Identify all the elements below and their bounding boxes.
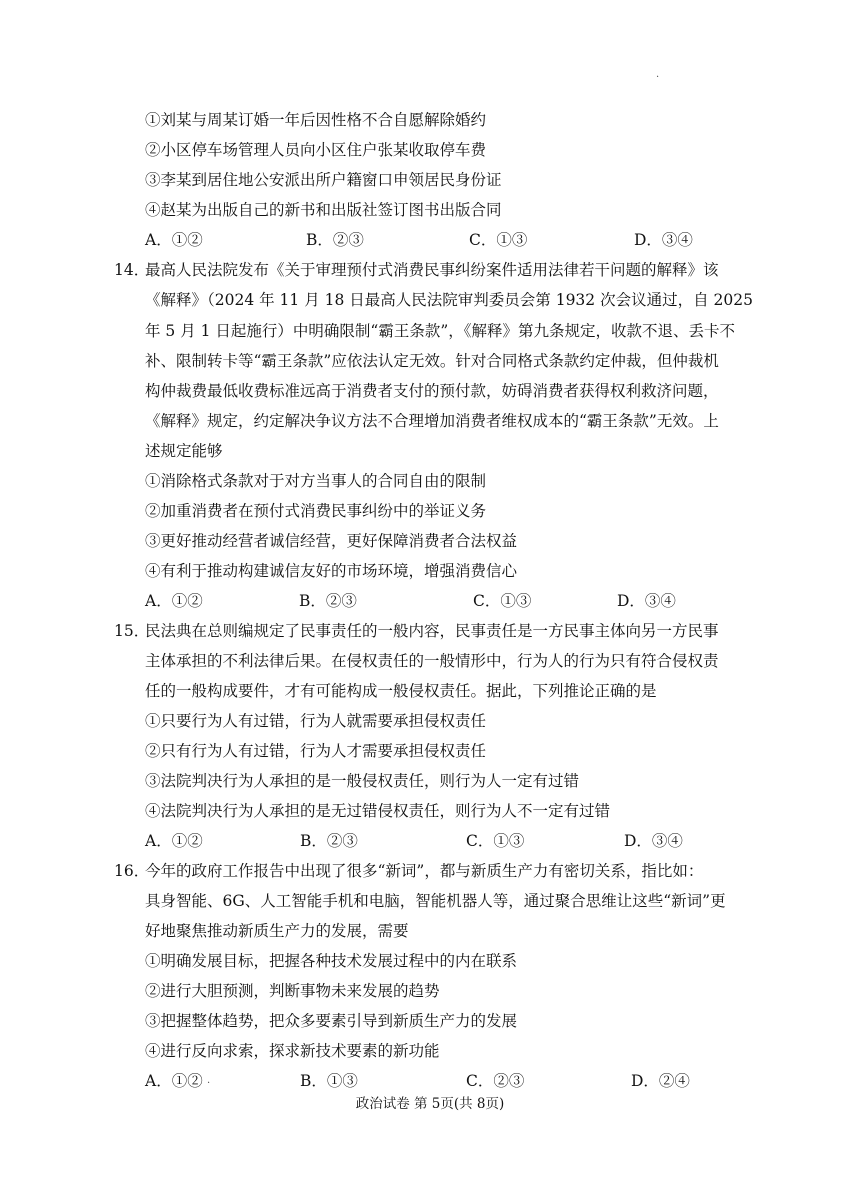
q14-statement-1: ①消除格式条款对于对方当事人的合同自由的限制 bbox=[145, 472, 487, 490]
q14-stem-line-3: 年 5 月 1 日起施行）中明确限制“霸王条款”，《解释》第九条规定，收款不退、丢卡不 bbox=[145, 322, 736, 340]
q16-stem-line-2: 具身智能、6G、人工智能手机和电脑，智能机器人等，通过聚合思维让这些“新词”更 bbox=[145, 892, 726, 910]
q14-option-a: A．①② bbox=[145, 592, 203, 610]
q14-statement-4: ④有利于推动构建诚信友好的市场环境，增强消费信心 bbox=[145, 562, 518, 580]
q13-statement-1: ①刘某与周某订婚一年后因性格不合自愿解除婚约 bbox=[145, 111, 487, 129]
q14-option-b: B．②③ bbox=[299, 592, 357, 610]
q15-option-d: D．③④ bbox=[624, 832, 683, 850]
q15-statement-4: ④法院判决行为人承担的是无过错侵权责任，则行为人不一定有过错 bbox=[145, 802, 611, 820]
q13-option-b: B．②③ bbox=[306, 231, 364, 249]
q13-option-c: C．①③ bbox=[469, 231, 528, 249]
q14-stem-line-1: 最高人民法院发布《关于审理预付式消费民事纠纷案件适用法律若干问题的解释》该 bbox=[145, 261, 719, 279]
page-footer: 政治试卷 第 5页(共 8页) bbox=[355, 1096, 505, 1112]
q13-statement-4: ④赵某为出版自己的新书和出版社签订图书出版合同 bbox=[145, 201, 502, 219]
q14-statement-2: ②加重消费者在预付式消费民事纠纷中的举证义务 bbox=[145, 502, 487, 520]
q16-option-b: B．①③ bbox=[300, 1072, 358, 1090]
q15-option-b: B．②③ bbox=[300, 832, 358, 850]
q16-statement-3: ③把握整体趋势，把众多要素引导到新质生产力的发展 bbox=[145, 1012, 518, 1030]
q14-option-c: C．①③ bbox=[473, 592, 532, 610]
q15-option-a: A．①② bbox=[145, 832, 203, 850]
q15-number: 15． bbox=[114, 622, 150, 640]
q16-stem-line-1: 今年的政府工作报告中出现了很多“新词”，都与新质生产力有密切关系，指比如： bbox=[145, 862, 704, 880]
q13-option-a: A．①② bbox=[145, 231, 203, 249]
q13-statement-3: ③李某到居住地公安派出所户籍窗口申领居民身份证 bbox=[145, 171, 502, 189]
q16-option-c: C．②③ bbox=[466, 1072, 525, 1090]
q13-option-d: D．③④ bbox=[634, 231, 693, 249]
q15-statement-2: ②只有行为人有过错，行为人才需要承担侵权责任 bbox=[145, 742, 487, 760]
q16-option-d: D．②④ bbox=[631, 1072, 690, 1090]
q16-statement-4: ④进行反向求索，探求新技术要素的新功能 bbox=[145, 1042, 440, 1060]
q13-statement-2: ②小区停车场管理人员向小区住户张某收取停车费 bbox=[145, 141, 487, 159]
q16-stem-line-3: 好地聚焦推动新质生产力的发展，需要 bbox=[145, 922, 409, 940]
q15-statement-3: ③法院判决行为人承担的是一般侵权责任，则行为人一定有过错 bbox=[145, 772, 580, 790]
q15-stem-line-2: 主体承担的不利法律后果。在侵权责任的一般情形中，行为人的行为只有符合侵权责 bbox=[145, 652, 719, 670]
q14-statement-3: ③更好推动经营者诚信经营，更好保障消费者合法权益 bbox=[145, 532, 518, 550]
q14-stem-line-2: 《解释》（2024 年 11 月 18 日最高人民法院审判委员会第 1932 次会议通过，自 2025 bbox=[145, 291, 753, 309]
q14-number: 14． bbox=[114, 261, 150, 279]
scan-dot: · bbox=[207, 1078, 211, 1089]
q15-option-c: C．①③ bbox=[466, 832, 525, 850]
q15-stem-line-1: 民法典在总则编规定了民事责任的一般内容，民事责任是一方民事主体向另一方民事 bbox=[145, 622, 719, 640]
q14-stem-line-4: 补、限制转卡等“霸王条款”应依法认定无效。针对合同格式条款约定仲裁，但仲裁机 bbox=[145, 352, 719, 370]
q16-option-a: A．①② bbox=[145, 1072, 203, 1090]
q15-statement-1: ①只要行为人有过错，行为人就需要承担侵权责任 bbox=[145, 712, 487, 730]
scan-dot: · bbox=[656, 72, 660, 83]
q14-stem-line-5: 构仲裁费最低收费标准远高于消费者支付的预付款，妨碍消费者获得权利救济问题， bbox=[145, 382, 719, 400]
q16-statement-2: ②进行大胆预测，判断事物未来发展的趋势 bbox=[145, 982, 440, 1000]
q16-statement-1: ①明确发展目标，把握各种技术发展过程中的内在联系 bbox=[145, 952, 518, 970]
q14-stem-line-7: 述规定能够 bbox=[145, 442, 223, 460]
q15-stem-line-3: 任的一般构成要件，才有可能构成一般侵权责任。据此，下列推论正确的是 bbox=[145, 682, 657, 700]
q14-stem-line-6: 《解释》规定，约定解决争议方法不合理增加消费者维权成本的“霸王条款”无效。上 bbox=[145, 412, 719, 430]
q14-option-d: D．③④ bbox=[617, 592, 676, 610]
q16-number: 16． bbox=[114, 862, 150, 880]
